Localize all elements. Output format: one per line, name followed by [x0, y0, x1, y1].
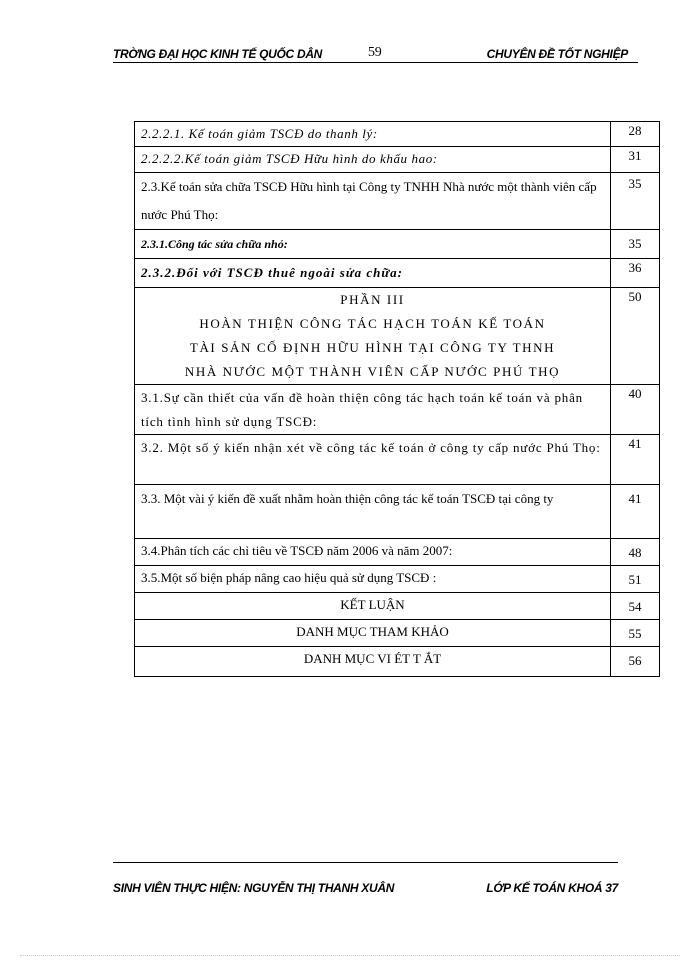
toc-row [135, 593, 660, 620]
header-school: TRỜNG ĐẠI HỌC KINH TẾ QUỐC DÂN [113, 47, 323, 61]
toc-entry-page: 36 [611, 259, 660, 288]
toc-entry-title: 3.4.Phân tích các chỉ tiêu về TSCĐ năm 2006 và năm 2007: [135, 539, 611, 566]
toc-entry-page: 41 [611, 435, 660, 485]
toc-entry-page: 41 [611, 485, 660, 539]
toc-entry-page: 31 [611, 147, 660, 173]
header-title: CHUYÊN ĐỀ TỐT NGHIỆP [486, 47, 628, 61]
toc-entry-title: 2.3.1.Công tác sửa chữa nhỏ: [135, 230, 611, 259]
toc-row [135, 620, 660, 647]
toc-entry-title: 3.5.Một số biện pháp nâng cao hiệu quả sử dụng TSCĐ : [135, 566, 611, 593]
toc-entry-page: 50 [611, 288, 660, 385]
part-title-line: HOÀN THIỆN CÔNG TÁC HẠCH TOÁN KẾ TOÁN [199, 316, 546, 331]
page-footer [113, 862, 618, 895]
part-title-line: TÀI SẢN CỐ ĐỊNH HỮU HÌNH TẠI CÔNG TY THNH [189, 340, 556, 355]
toc-part-heading [135, 288, 611, 385]
toc-row [135, 539, 660, 566]
toc-entry-title: 3.3. Một vài ý kiến đề xuất nhằm hoàn thiện công tác kế toán TSCĐ tại công ty [135, 485, 611, 539]
toc-table [134, 121, 660, 677]
toc-row [135, 230, 660, 259]
header-page-number: 59 [368, 45, 382, 60]
toc-entry-page: 40 [611, 385, 660, 435]
footer-student: SINH VIÊN THỰC HIỆN: NGUYỄN THỊ THANH XUÂN [113, 881, 395, 895]
toc-entry-page: 51 [611, 566, 660, 593]
toc-entry-title: 3.1.Sự cần thiết của vấn đề hoàn thiện công tác hạch toán kế toán và phân tích tình hình sử dụng TSCĐ: [135, 385, 611, 435]
toc-entry-title: KẾT LUẬN [135, 593, 611, 620]
toc-entry-page: 54 [611, 593, 660, 620]
toc-row [135, 566, 660, 593]
toc-row [135, 485, 660, 539]
toc-entry-page: 28 [611, 122, 660, 147]
toc-entry-title: 2.2.2.2.Kế toán giảm TSCĐ Hữu hình do khấu hao: [135, 147, 611, 173]
toc-entry-page: 35 [611, 173, 660, 230]
toc-entry-page: 56 [611, 647, 660, 677]
toc-row [135, 435, 660, 485]
footer-class: LỚP KẾ TOÁN KHOÁ 37 [486, 881, 618, 895]
toc-entry-title: 2.3.2.Đối với TSCĐ thuê ngoài sửa chữa: [135, 259, 611, 288]
toc-row [135, 259, 660, 288]
page-bottom-divider [20, 955, 680, 956]
toc-row [135, 288, 660, 385]
toc-entry-page: 55 [611, 620, 660, 647]
toc-row [135, 173, 660, 230]
toc-row [135, 385, 660, 435]
toc-entry-title: DANH MỤC VI ÉT T ẮT [135, 647, 611, 677]
toc-entry-page: 48 [611, 539, 660, 566]
toc-row [135, 647, 660, 677]
toc-entry-title: 2.2.2.1. Kế toán giảm TSCĐ do thanh lý: [135, 122, 611, 147]
page-header [113, 44, 638, 63]
toc-row [135, 122, 660, 147]
toc-entry-page: 35 [611, 230, 660, 259]
toc-entry-title: 3.2. Một số ý kiến nhận xét về công tác kế toán ở công ty cấp nước Phú Thọ: [135, 435, 611, 485]
part-title-line: PHẦN III [340, 292, 405, 307]
part-title-line: NHÀ NƯỚC MỘT THÀNH VIÊN CẤP NƯỚC PHÚ THỌ [184, 364, 561, 379]
toc-entry-title: DANH MỤC THAM KHẢO [135, 620, 611, 647]
toc-entry-title: 2.3.Kế toán sửa chữa TSCĐ Hữu hình tại Công ty TNHH Nhà nước một thành viên cấp nước Phú Thọ: [135, 173, 611, 230]
toc-row [135, 147, 660, 173]
